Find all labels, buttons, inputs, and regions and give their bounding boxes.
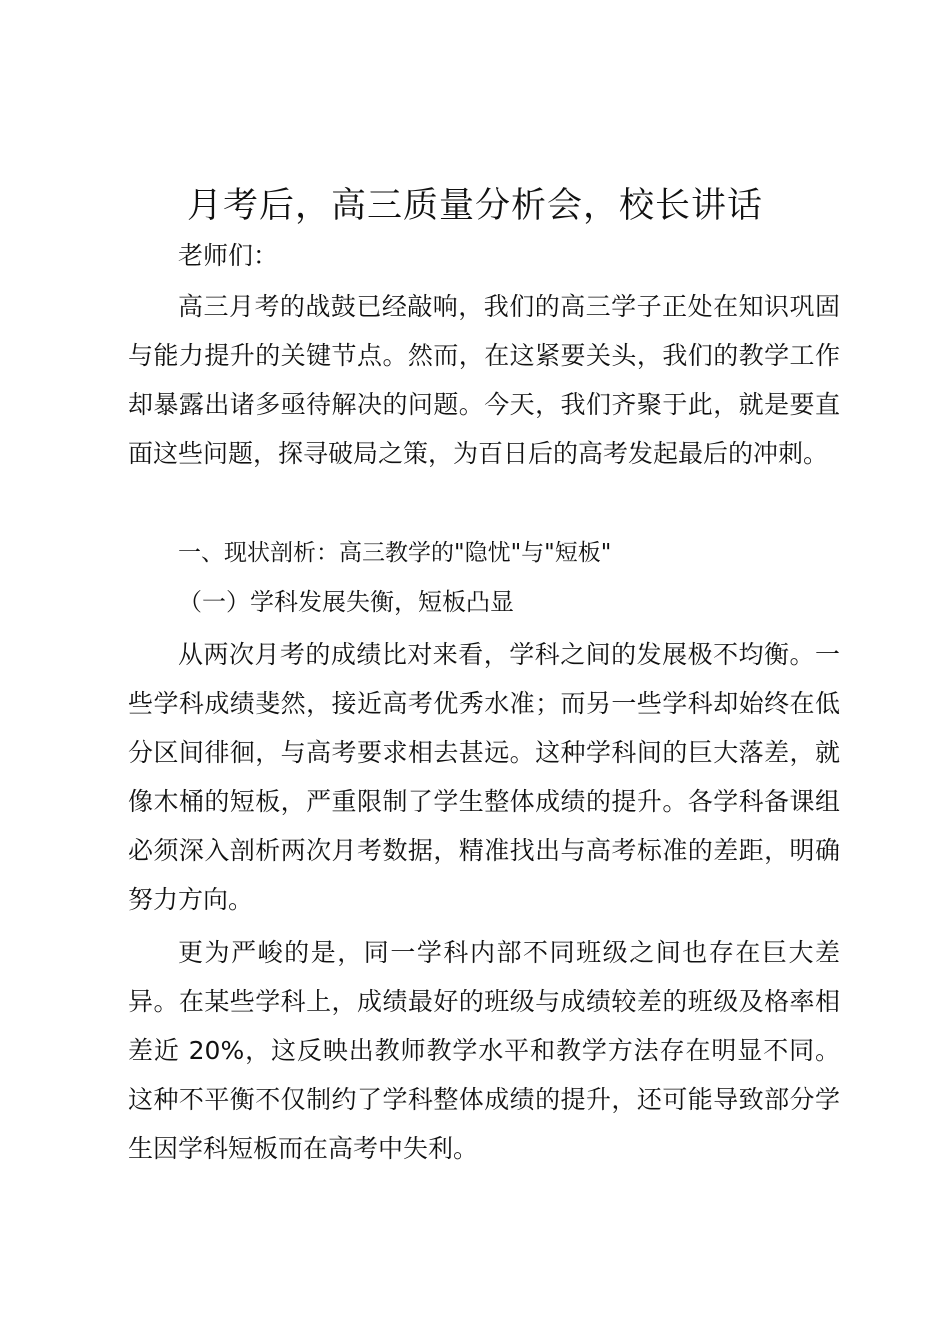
paragraph-body-2: 更为严峻的是，同一学科内部不同班级之间也存在巨大差异。在某些学科上，成绩最好的班级与成绩较差的班级及格率相差近 20%，这反映出教师教学水平和教学方法存在明显不同。这种不平衡不仅制约了学科整体成绩的提升，还可能导致部分学生因学科短板而在高考中失利。 (128, 938, 840, 1163)
section-heading: 一、现状剖析：高三教学的"隐忧"与"短板" (178, 540, 612, 566)
salutation: 老师们： (178, 241, 279, 270)
paragraph-body-1: 从两次月考的成绩比对来看，学科之间的发展极不均衡。一些学科成绩斐然，接近高考优秀水准；而另一些学科却始终在低分区间徘徊，与高考要求相去甚远。这种学科间的巨大落差，就像木桶的短板，严重限制了学生整体成绩的提升。各学科备课组必须深入剖析两次月考数据，精准找出与高考标准的差距，明确努力方向。 (128, 640, 840, 914)
paragraph-intro: 高三月考的战鼓已经敲响，我们的高三学子正处在知识巩固与能力提升的关键节点。然而，在这紧要关头，我们的教学工作却暴露出诸多亟待解决的问题。今天，我们齐聚于此，就是要直面这些问题，探寻破局之策，为百日后的高考发起最后的冲刺。 (128, 292, 840, 468)
subsection-heading: （一）学科发展失衡，短板凸显 (178, 588, 514, 616)
document-title: 月考后，高三质量分析会，校长讲话 (186, 186, 763, 226)
